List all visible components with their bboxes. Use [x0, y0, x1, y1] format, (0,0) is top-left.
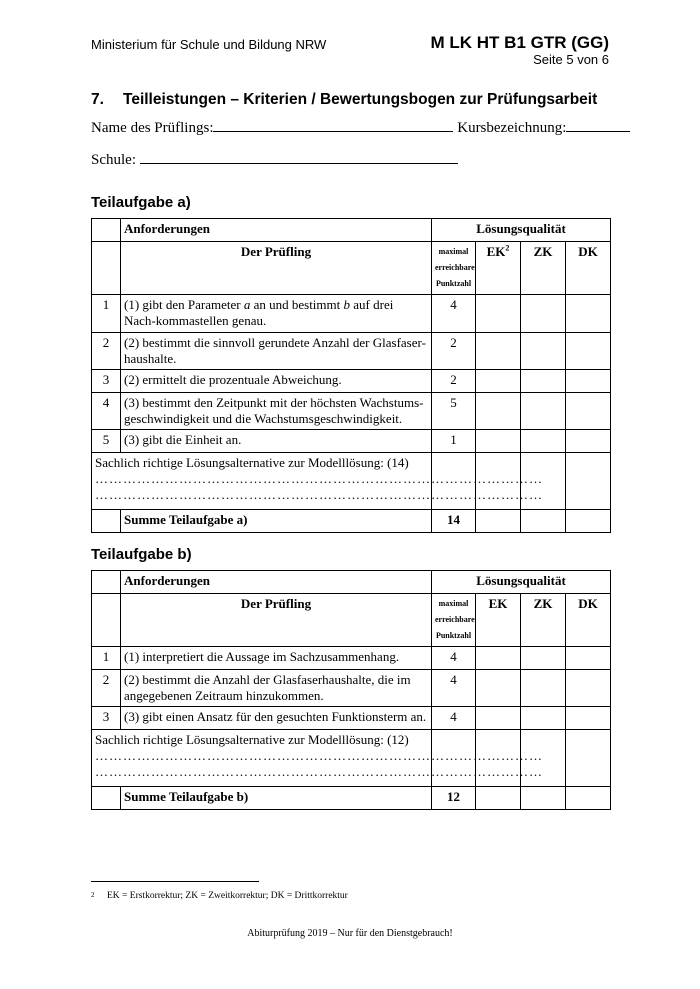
row-text: (3) gibt einen Ansatz für den gesuchten Funktionsterm an. — [121, 707, 432, 730]
dotted-line: …………………………………………………………………………………… — [95, 487, 543, 502]
sum-label: Summe Teilaufgabe b) — [121, 787, 432, 810]
sum-points: 12 — [432, 787, 476, 810]
header-ek: $EK^2$ — [476, 242, 521, 295]
header-quality: Lösungsqualität — [432, 571, 611, 594]
footnote-text: EK = Erstkorrektur; ZK = Zweitkorrektur; DK = Drittkorrektur — [107, 891, 348, 901]
exam-code: M LK HT B1 GTR (GG) — [430, 33, 609, 52]
school-label: Schule: — [91, 152, 136, 168]
header-ek: EK — [476, 594, 521, 647]
header-quality: Lösungsqualität — [432, 219, 611, 242]
ek-cell[interactable] — [476, 430, 521, 453]
table-row — [92, 295, 611, 333]
dk-cell[interactable] — [566, 333, 611, 370]
footnote — [91, 891, 348, 901]
row-text: (2) ermittelt die prozentuale Abweichung. — [121, 370, 432, 393]
sum-label: Summe Teilaufgabe a) — [121, 510, 432, 533]
ek-cell[interactable] — [476, 647, 521, 670]
zk-cell[interactable] — [521, 295, 566, 333]
school-line — [91, 148, 458, 169]
dk-cell[interactable] — [566, 430, 611, 453]
row-number: 4 — [92, 393, 121, 430]
row-number: 3 — [92, 370, 121, 393]
table-row — [92, 370, 611, 393]
subtask-a-title: Teilaufgabe a) — [91, 194, 191, 211]
sum-row — [92, 787, 611, 810]
zk-cell[interactable] — [521, 430, 566, 453]
row-points: 1 — [432, 430, 476, 453]
zk-cell[interactable] — [521, 647, 566, 670]
dk-cell[interactable] — [566, 295, 611, 333]
table-row — [92, 430, 611, 453]
row-points: 4 — [432, 295, 476, 333]
ek-cell[interactable] — [476, 333, 521, 370]
dk-cell[interactable] — [566, 647, 611, 670]
row-text: (3) gibt die Einheit an. — [121, 430, 432, 453]
ek-cell[interactable] — [476, 707, 521, 730]
header-dk: DK — [566, 594, 611, 647]
row-points: 5 — [432, 393, 476, 430]
alternative-text: Sachlich richtige Lösungsalternative zur Modelllösung: (12) …………………………………………………………………………………… …………………………………………………………………………………… — [92, 730, 432, 787]
header-requirements: Anforderungen — [121, 219, 432, 242]
dk-cell[interactable] — [566, 453, 611, 510]
header-dk: DK — [566, 242, 611, 295]
row-text: (2) bestimmt die Anzahl der Glasfaserhaushalte, die im angegebenen Zeitraum hinzukommen. — [121, 670, 432, 707]
row-number: 5 — [92, 430, 121, 453]
dk-cell[interactable] — [566, 370, 611, 393]
table-row — [92, 647, 611, 670]
row-text: (3) bestimmt den Zeitpunkt mit der höchsten Wachstums-geschwindigkeit und die Wachstumsgeschwindigkeit. — [121, 393, 432, 430]
footnote-mark: 2 — [91, 891, 95, 899]
header-max-points: maximal erreichbare Punktzahl — [432, 242, 476, 295]
header-requirements: Anforderungen — [121, 571, 432, 594]
header-zk: ZK — [521, 242, 566, 295]
subtask-b-title: Teilaufgabe b) — [91, 546, 192, 563]
dk-cell[interactable] — [566, 670, 611, 707]
alternative-text: Sachlich richtige Lösungsalternative zur Modelllösung: (14) …………………………………………………………………………………… …………………………………………………………………………………… — [92, 453, 432, 510]
dk-cell[interactable] — [566, 730, 611, 787]
section-heading — [91, 91, 597, 109]
course-label: Kursbezeichnung: — [457, 120, 567, 136]
sum-points: 14 — [432, 510, 476, 533]
assessment-table-a — [91, 218, 611, 533]
ek-cell[interactable] — [476, 787, 521, 810]
row-points: 2 — [432, 370, 476, 393]
table-row — [92, 670, 611, 707]
header-candidate: Der Prüfling — [121, 242, 432, 295]
zk-cell[interactable] — [521, 787, 566, 810]
section-title: Teilleistungen – Kriterien / Bewertungsbogen zur Prüfungsarbeit — [123, 91, 598, 108]
page-footer: Abiturprüfung 2019 – Nur für den Dienstgebrauch! — [247, 928, 453, 939]
section-number: 7. — [91, 91, 104, 108]
ek-cell[interactable] — [476, 393, 521, 430]
dk-cell[interactable] — [566, 510, 611, 533]
ek-cell[interactable] — [476, 370, 521, 393]
row-number: 1 — [92, 295, 121, 333]
row-text: (1) gibt den Parameter a an und bestimmt b auf drei Nach-kommastellen genau. — [121, 295, 432, 333]
zk-cell[interactable] — [521, 370, 566, 393]
ek-cell[interactable] — [476, 295, 521, 333]
zk-cell[interactable] — [521, 510, 566, 533]
ek-cell[interactable] — [476, 510, 521, 533]
page-number: Seite 5 von 6 — [533, 52, 609, 67]
row-number: 3 — [92, 707, 121, 730]
row-text: (1) interpretiert die Aussage im Sachzusammenhang. — [121, 647, 432, 670]
table-row — [92, 393, 611, 430]
dotted-line: …………………………………………………………………………………… — [95, 764, 543, 779]
zk-cell[interactable] — [521, 393, 566, 430]
sum-row — [92, 510, 611, 533]
name-line — [91, 116, 630, 137]
course-field[interactable] — [566, 116, 630, 132]
name-label: Name des Prüflings: — [91, 120, 214, 136]
school-field[interactable] — [140, 148, 458, 164]
footnote-ref: 2 — [505, 243, 510, 253]
table-row — [92, 333, 611, 370]
dk-cell[interactable] — [566, 393, 611, 430]
header-zk: ZK — [521, 594, 566, 647]
ek-cell[interactable] — [476, 670, 521, 707]
row-points: 4 — [432, 647, 476, 670]
ministry-name: Ministerium für Schule und Bildung NRW — [91, 37, 327, 52]
table-row — [92, 707, 611, 730]
row-number: 2 — [92, 333, 121, 370]
row-points: 2 — [432, 333, 476, 370]
name-field[interactable] — [213, 116, 453, 132]
dotted-line: …………………………………………………………………………………… — [95, 471, 543, 486]
dotted-line: …………………………………………………………………………………… — [95, 748, 543, 763]
header-candidate: Der Prüfling — [121, 594, 432, 647]
alternative-row — [92, 730, 611, 787]
row-text: (2) bestimmt die sinnvoll gerundete Anzahl der Glasfaser-haushalte. — [121, 333, 432, 370]
row-number: 1 — [92, 647, 121, 670]
footnote-divider — [91, 881, 259, 882]
assessment-table-b — [91, 570, 611, 810]
header-max-points: maximal erreichbare Punktzahl — [432, 594, 476, 647]
row-points: 4 — [432, 707, 476, 730]
zk-cell[interactable] — [521, 670, 566, 707]
dk-cell[interactable] — [566, 787, 611, 810]
alternative-row — [92, 453, 611, 510]
zk-cell[interactable] — [521, 333, 566, 370]
row-points: 4 — [432, 670, 476, 707]
dk-cell[interactable] — [566, 707, 611, 730]
row-number: 2 — [92, 670, 121, 707]
zk-cell[interactable] — [521, 707, 566, 730]
